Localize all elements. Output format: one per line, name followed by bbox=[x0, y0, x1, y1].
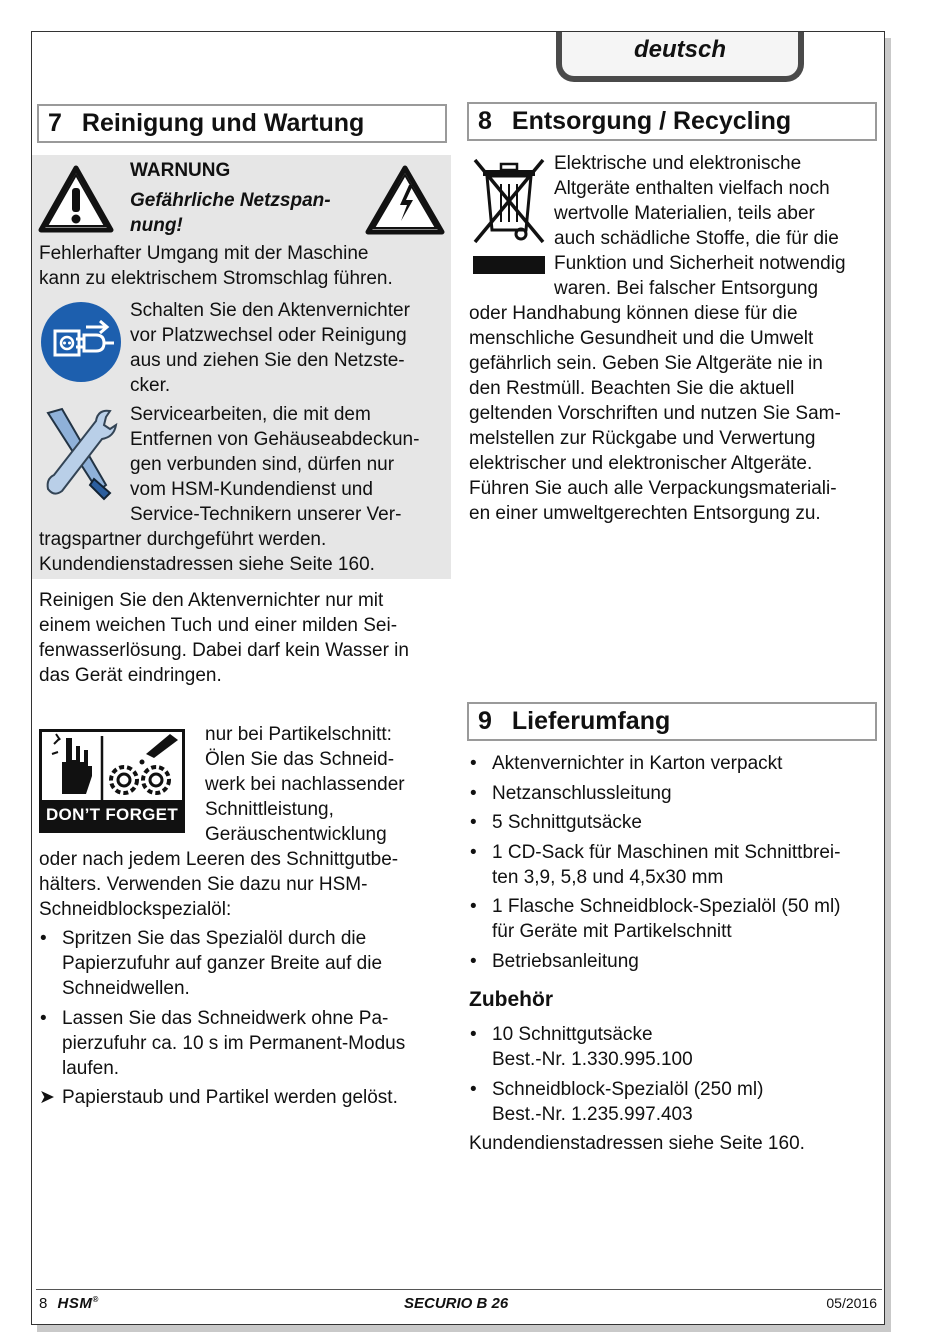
model-name: SECURIO B 26 bbox=[404, 1295, 509, 1312]
result-text: Papierstaub und Partikel werden gelöst. bbox=[62, 1087, 398, 1108]
section-8-heading bbox=[467, 102, 877, 141]
result-line bbox=[39, 1085, 398, 1110]
oil-instruction: nur bei Partikelschnitt: Ölen Sie das Schneid- werk bei nachlassender Schnittleistung, Geräuschentwicklung bbox=[205, 724, 405, 845]
delivery-contents-list bbox=[469, 751, 881, 978]
language-label: deutsch bbox=[633, 36, 726, 63]
list-item: • Schneidblock-Spezialöl (250 ml) Best.-Nr. 1.235.997.403 bbox=[469, 1077, 881, 1127]
electric-hazard-icon bbox=[365, 165, 445, 235]
list-item: • 5 Schnittgutsäcke bbox=[469, 810, 881, 835]
footer-divider bbox=[36, 1289, 882, 1290]
service-address-note: Kundendienstadressen siehe Seite 160. bbox=[469, 1133, 805, 1154]
accessories-list bbox=[469, 1022, 881, 1131]
oil-instruction-tail: oder nach jedem Leeren des Schnittgutbe- hälters. Verwenden Sie dazu nur HSM- Schneidblockspezialöl: bbox=[39, 849, 399, 920]
dont-forget-label: DON’T FORGET bbox=[42, 800, 182, 830]
section-number: 7 bbox=[48, 109, 62, 137]
page-number: 8 bbox=[39, 1295, 48, 1312]
warning-heading: WARNUNG bbox=[130, 160, 231, 181]
list-item: • 1 Flasche Schneidblock-Spezialöl (50 ml) für Geräte mit Partikelschnitt bbox=[469, 894, 881, 944]
list-item: • 1 CD-Sack für Maschinen mit Schnittbrei- ten 3,9, 5,8 und 4,5x30 mm bbox=[469, 840, 881, 890]
oil-steps-list bbox=[39, 926, 451, 1085]
list-item: • Betriebsanleitung bbox=[469, 949, 881, 974]
weee-crossed-bin-icon bbox=[471, 154, 547, 276]
footer-date: 05/2016 bbox=[826, 1295, 877, 1311]
recycling-text-wrap: Elektrische und elektronische Altgeräte enthalten vielfach noch wertvolle Materialien, teils aber auch schädliche Stoffe, die für die Funktion und Sicherheit notwendig waren. Bei falscher Entsorgung bbox=[554, 153, 846, 299]
section-title: Entsorgung / Recycling bbox=[511, 107, 792, 135]
list-item: • Lassen Sie das Schneidwerk ohne Pa- pierzufuhr ca. 10 s im Permanent-Modus laufen. bbox=[39, 1006, 451, 1081]
section-7-heading bbox=[37, 104, 447, 143]
service-text-tail: tragspartner durchgeführt werden. Kundendienstadressen siehe Seite 160. bbox=[39, 529, 375, 575]
brand-logo: HSM® bbox=[57, 1295, 99, 1312]
warning-triangle-icon bbox=[38, 165, 114, 233]
cleaning-instructions: Reinigen Sie den Aktenvernichter nur mit einem weichen Tuch und einer milden Sei- fenwasserlösung. Dabei darf kein Wasser in das Gerät eindringen. bbox=[39, 590, 409, 686]
section-title: Reinigung und Wartung bbox=[81, 109, 365, 137]
oil-gears-icon bbox=[42, 732, 182, 804]
footer-left bbox=[39, 1295, 99, 1312]
result-arrow-icon: ➤ bbox=[39, 1087, 55, 1108]
section-number: 8 bbox=[478, 107, 492, 135]
language-tab bbox=[556, 31, 804, 82]
warning-box bbox=[32, 155, 451, 579]
list-item: • Aktenvernichter in Karton verpackt bbox=[469, 751, 881, 776]
manual-page bbox=[31, 31, 885, 1325]
service-text: Servicearbeiten, die mit dem Entfernen von Gehäuseabdeckun- gen verbunden sind, dürfen nur vom HSM-Kundendienst und Service-Technikern unserer Ver- bbox=[130, 404, 420, 525]
list-item: • Netzanschlussleitung bbox=[469, 781, 881, 806]
section-title: Lieferumfang bbox=[511, 707, 671, 735]
section-9-heading bbox=[467, 702, 877, 741]
warning-subtitle: Gefährliche Netzspan- nung! bbox=[130, 190, 331, 236]
list-item: • 10 Schnittgutsäcke Best.-Nr. 1.330.995.100 bbox=[469, 1022, 881, 1072]
warning-text: Fehlerhafter Umgang mit der Maschine kann zu elektrischem Stromschlag führen. bbox=[39, 243, 393, 289]
list-item: • Spritzen Sie das Spezialöl durch die Papierzufuhr auf ganzer Breite auf die Schneidwellen. bbox=[39, 926, 451, 1001]
accessories-heading: Zubehör bbox=[469, 988, 553, 1011]
section-number: 9 bbox=[478, 707, 492, 735]
unplug-mandatory-icon bbox=[40, 301, 122, 383]
service-tools-icon bbox=[40, 405, 122, 501]
recycling-text: oder Handhabung können diese für die menschliche Gesundheit und die Umwelt gefährlich sein. Geben Sie Altgeräte nie in den Restmüll. Beachten Sie die aktuell geltenden Vorschriften und nutzen Sie Sam- melstellen zur Rückgabe und Verwertung elektrischer und elektronischer Altgeräte. Führen Sie auch alle Verpackungsmateriali- en einer umweltgerechten Entsorgung zu. bbox=[469, 303, 841, 524]
unplug-instruction: Schalten Sie den Aktenvernichter vor Platzwechsel oder Reinigung aus und ziehen Sie den Netzste- cker. bbox=[130, 300, 410, 396]
dont-forget-pictogram bbox=[39, 729, 185, 833]
